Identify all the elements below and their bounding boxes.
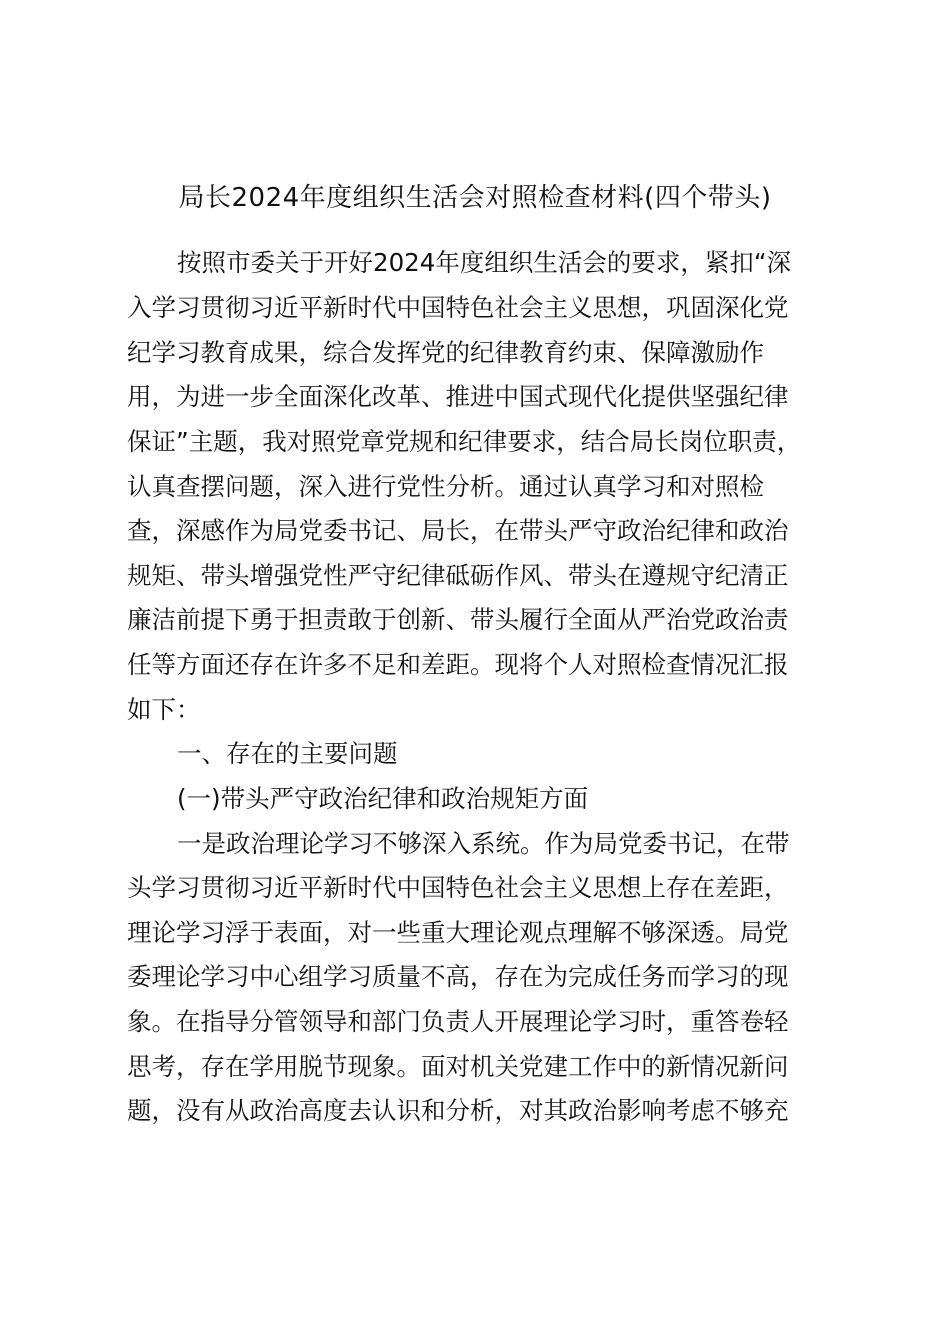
- paragraph-line: 思考，存在学用脱节现象。面对机关党建工作中的新情况新问: [127, 1052, 789, 1081]
- subsection-heading: (一)带头严守政治纪律和政治规矩方面: [177, 784, 589, 813]
- paragraph-line: 认真查摆问题，深入进行党性分析。通过认真学习和对照检: [127, 472, 764, 501]
- paragraph-line: 委理论学习中心组学习质量不高，存在为完成任务而学习的现: [127, 962, 789, 991]
- paragraph-line: 按照市委关于开好2024年度组织生活会的要求，紧扣“深: [177, 248, 792, 277]
- paragraph-line: 一是政治理论学习不够深入系统。作为局党委书记，在带: [177, 829, 790, 858]
- paragraph-line: 入学习贯彻习近平新时代中国特色社会主义思想，巩固深化党: [127, 293, 789, 322]
- paragraph-line: 理论学习浮于表面，对一些重大理论观点理解不够深透。局党: [127, 918, 789, 947]
- paragraph-line: 任等方面还存在许多不足和差距。现将个人对照检查情况汇报: [127, 650, 789, 679]
- paragraph-line: 廉洁前提下勇于担责敢于创新、带头履行全面从严治党政治责: [127, 605, 789, 634]
- paragraph-line: 如下：: [127, 695, 201, 724]
- paragraph-line: 用，为进一步全面深化改革、推进中国式现代化提供坚强纪律: [127, 382, 789, 411]
- paragraph-line: 查，深感作为局党委书记、局长，在带头严守政治纪律和政治: [127, 516, 789, 545]
- paragraph-line: 纪学习教育成果，综合发挥党的纪律教育约束、保障激励作: [127, 338, 764, 367]
- paragraph-line: 题，没有从政治高度去认识和分析，对其政治影响考虑不够充: [127, 1096, 789, 1125]
- section-heading: 一、存在的主要问题: [177, 739, 398, 768]
- paragraph-line: 保证”主题，我对照党章党规和纪律要求，结合局长岗位职责，: [127, 427, 802, 456]
- document-title: 局长2024年度组织生活会对照检查材料(四个带头): [178, 183, 772, 213]
- paragraph-line: 头学习贯彻习近平新时代中国特色社会主义思想上存在差距，: [127, 873, 789, 902]
- paragraph-line: 象。在指导分管领导和部门负责人开展理论学习时，重答卷轻: [127, 1007, 789, 1036]
- paragraph-line: 规矩、带头增强党性严守纪律砥砺作风、带头在遵规守纪清正: [127, 561, 789, 590]
